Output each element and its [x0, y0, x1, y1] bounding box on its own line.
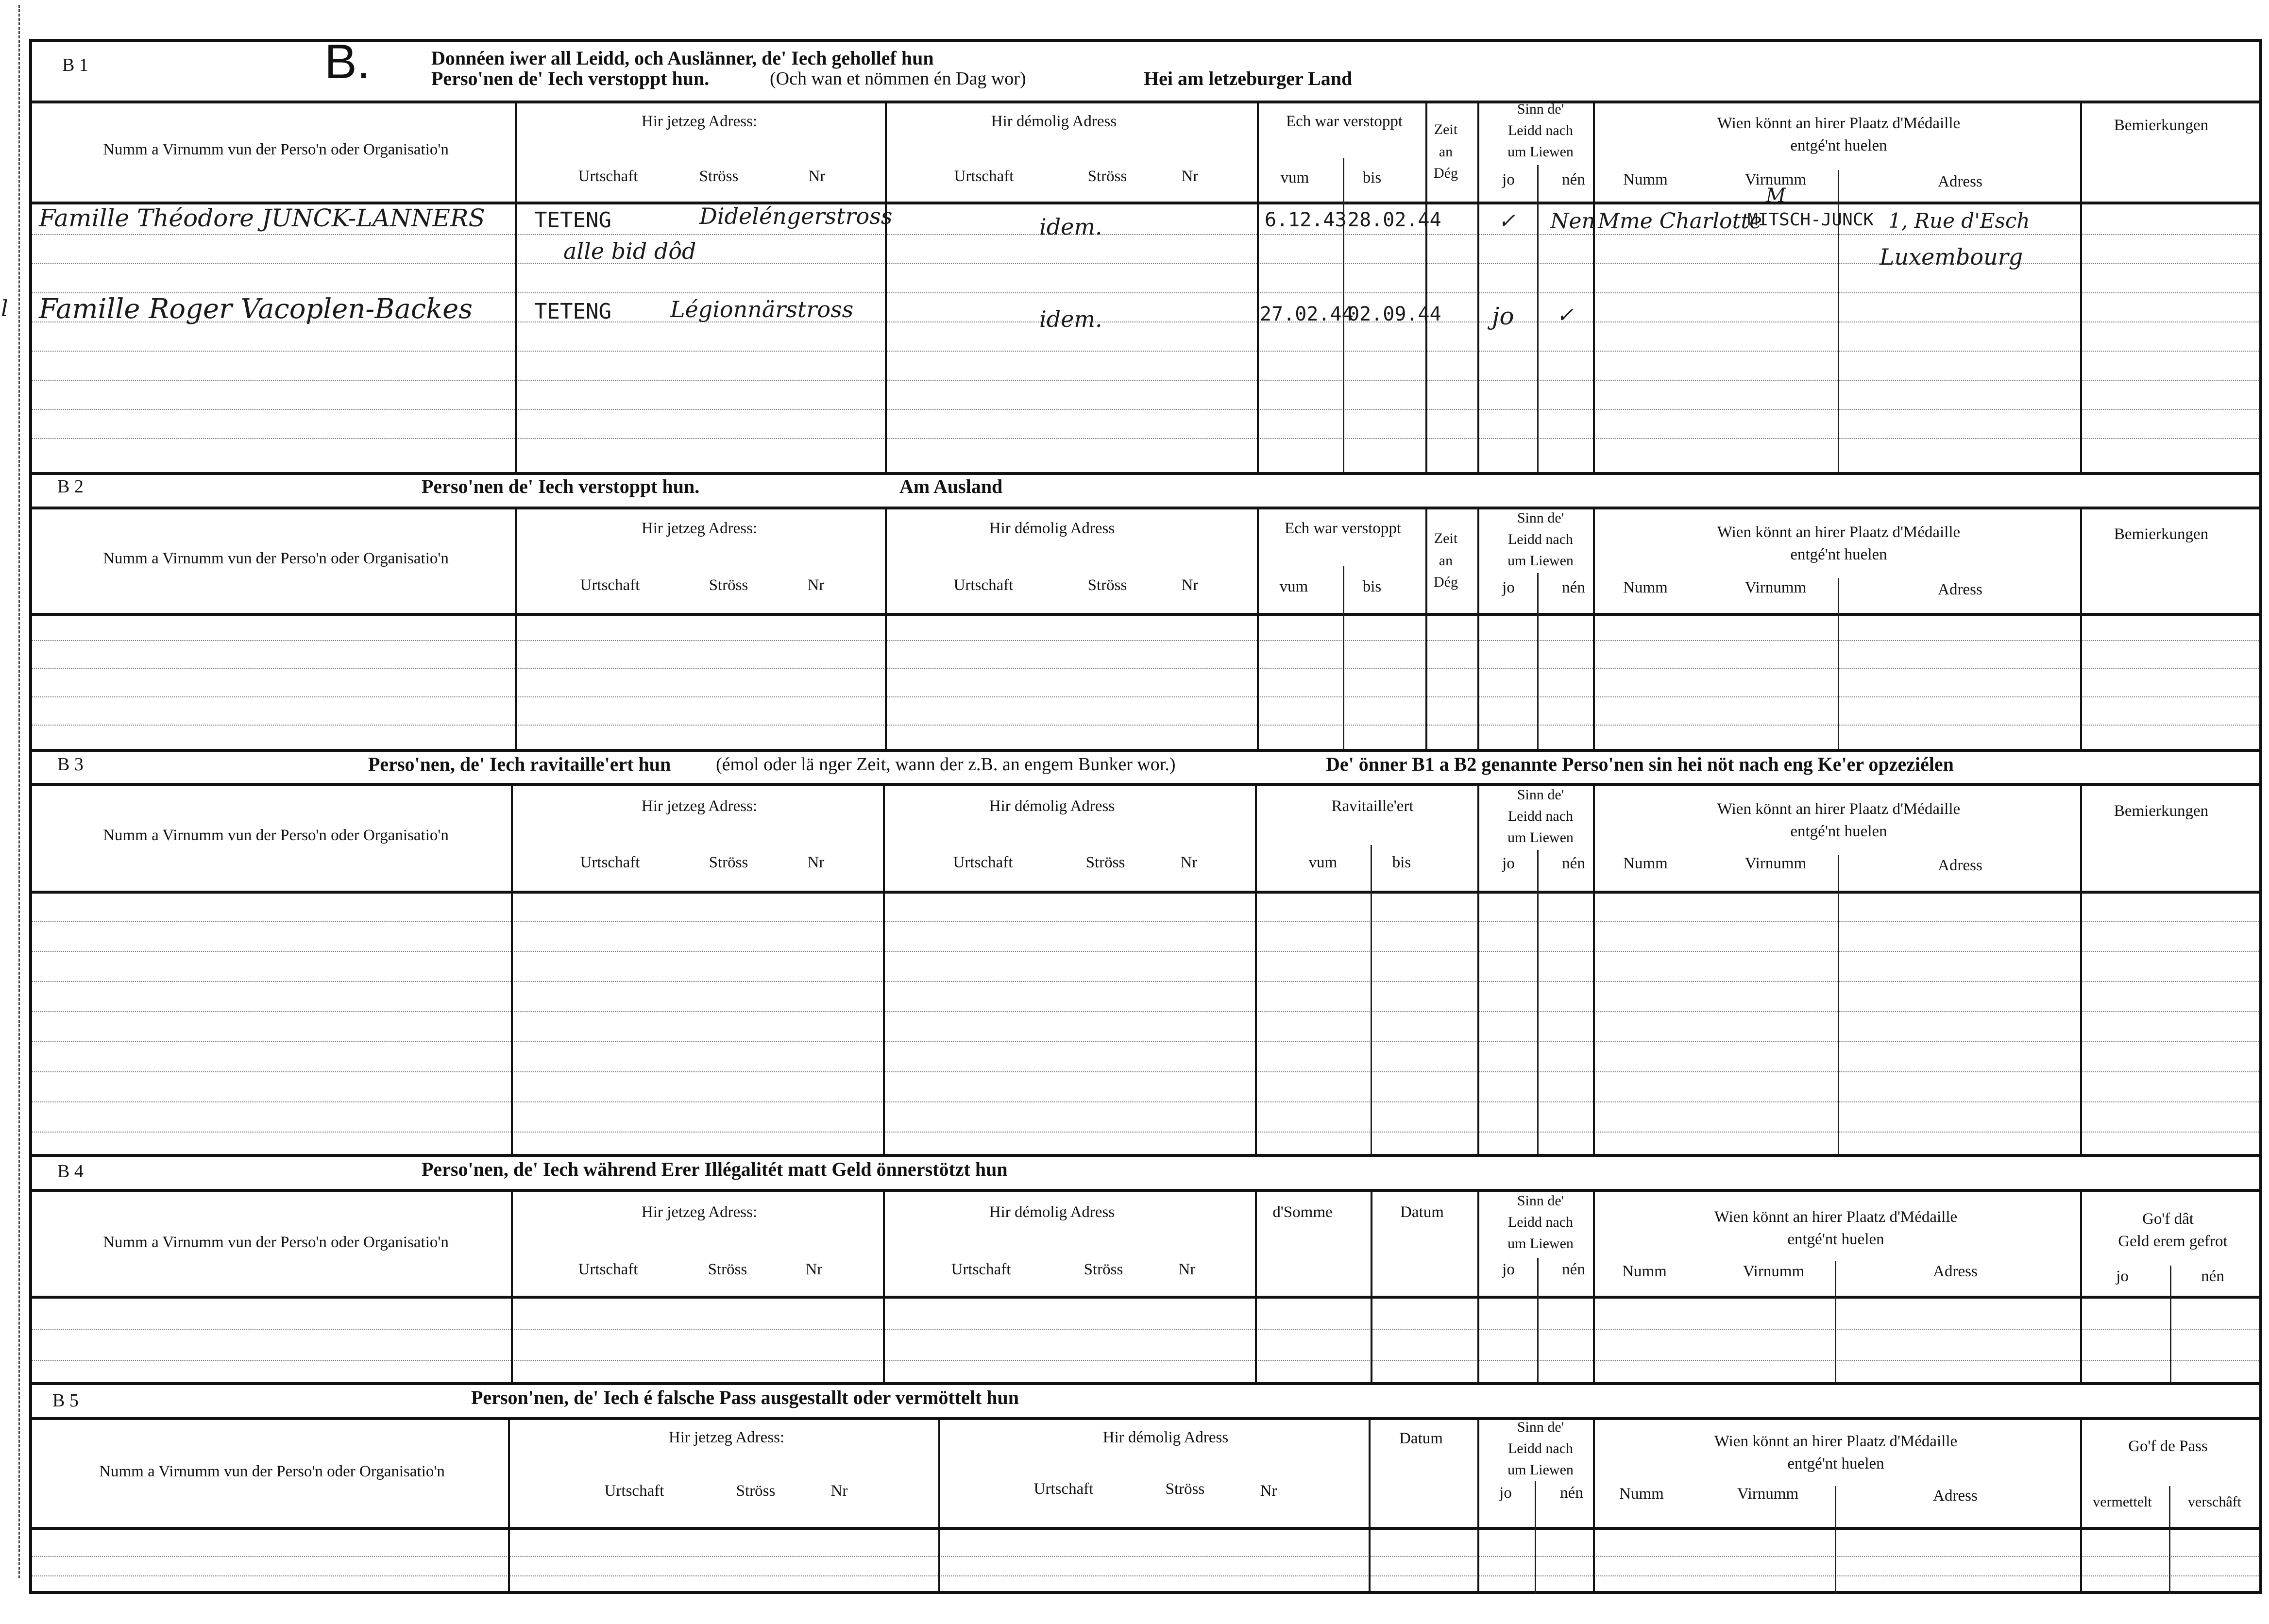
section-title: Perso'nen, de' Iech während Erer Illégalitét matt Geld önnerstötzt hun — [422, 1158, 1008, 1180]
col-sinn: um Liewen — [1507, 144, 1574, 160]
entry-former: idem. — [1039, 214, 1102, 240]
entry-line — [32, 696, 2259, 697]
section-title: Donnéen iwer all Leidd, och Auslänner, de' Iech gehollef hun — [431, 47, 934, 69]
col-issued: verschâft — [2188, 1494, 2241, 1510]
entry-from: 27.02.44 — [1260, 303, 1354, 325]
col-yes: jo — [1499, 1484, 1512, 1502]
col-town: Urtschaft — [580, 576, 640, 594]
col-medal: Wien könnt an hirer Plaatz d'Médaille — [1714, 1208, 1958, 1226]
col-medal: entgé'nt huelen — [1790, 823, 1887, 840]
entry-line — [32, 1041, 2259, 1042]
col-sinn: um Liewen — [1507, 553, 1574, 569]
col-medal: entgé'nt huelen — [1790, 137, 1887, 154]
col-divider — [511, 783, 513, 1154]
col-medal: entgé'nt huelen — [1790, 546, 1887, 563]
entry-line — [32, 409, 2259, 410]
medal-address-city: Luxembourg — [1880, 244, 2023, 270]
col-divider — [1537, 165, 1539, 472]
col-divider — [511, 1189, 513, 1382]
col-time: Dég — [1434, 574, 1458, 590]
col-sinn: Leidd nach — [1507, 122, 1574, 138]
col-divider — [2080, 1417, 2082, 1594]
col-divider — [508, 1417, 510, 1594]
section-subtitle: Hei am letzeburger Land — [1144, 68, 1353, 89]
section-note: De' önner B1 a B2 genannte Perso'nen sin hei nöt nach eng Ke'er opzeziélen — [1326, 753, 1954, 775]
col-former-address: Hir démolig Adress — [989, 1203, 1115, 1221]
entry-former: idem. — [1039, 306, 1102, 332]
section-rule — [29, 749, 2262, 752]
col-remarks: Bemierkungen — [2114, 117, 2209, 134]
entry-line — [32, 725, 2259, 726]
col-sinn: Sinn de' — [1517, 1419, 1564, 1435]
entry-from: 6.12.43 — [1265, 209, 1347, 231]
col-divider — [1537, 1258, 1539, 1382]
col-medal-first: Virnumm — [1743, 1263, 1805, 1280]
col-current-address: Hir jetzeg Adress: — [641, 520, 758, 537]
entry-no: Nen — [1550, 209, 1595, 234]
section-title: Perso'nen, de' Iech ravitaille'ert hun — [368, 753, 671, 775]
col-former-address: Hir démolig Adress — [991, 113, 1117, 130]
header-bottom-rule — [29, 1296, 2262, 1299]
col-medal-address: Adress — [1938, 581, 1982, 598]
entry-town: TETENG — [534, 299, 611, 324]
col-from: vum — [1280, 169, 1309, 186]
col-divider — [1477, 507, 1479, 749]
col-former-address: Hir démolig Adress — [989, 520, 1115, 537]
col-medal-name: Numm — [1623, 171, 1668, 188]
section-rule — [29, 472, 2262, 475]
col-medal: Wien könnt an hirer Plaatz d'Médaille — [1714, 1433, 1958, 1450]
col-time: Zeit — [1434, 530, 1458, 546]
col-divider — [1371, 1189, 1372, 1382]
col-divider — [1593, 783, 1595, 1154]
col-medal-address: Adress — [1933, 1263, 1978, 1280]
header-bottom-rule — [29, 613, 2262, 616]
section-subtitle: (émol oder lä nger Zeit, wann der z.B. an engem Bunker wor.) — [716, 754, 1176, 775]
col-town: Urtschaft — [1033, 1480, 1094, 1498]
entry-line — [32, 1101, 2259, 1102]
col-medal: Wien könnt an hirer Plaatz d'Médaille — [1717, 524, 1961, 541]
medal-address: 1, Rue d'Esch — [1888, 209, 2030, 233]
col-yes: jo — [1502, 171, 1515, 188]
entry-yes: jo — [1492, 302, 1514, 330]
col-divider — [883, 1189, 885, 1382]
col-medal: Wien könnt an hirer Plaatz d'Médaille — [1717, 800, 1961, 818]
col-nr: Nr — [1181, 576, 1199, 594]
col-street: Ströss — [736, 1482, 776, 1500]
col-street: Ströss — [1165, 1480, 1205, 1498]
entry-name: Famille Roger Vacoplen-Backes — [39, 293, 473, 325]
col-to: bis — [1362, 578, 1382, 595]
col-divider — [1255, 783, 1257, 1154]
entry-note: alle bid dôd — [563, 238, 696, 264]
col-divider — [1593, 507, 1595, 749]
entry-to: 02.09.44 — [1348, 303, 1441, 325]
col-divider — [1257, 507, 1259, 749]
col-divider — [1593, 1417, 1595, 1594]
col-medal: entgé'nt huelen — [1787, 1231, 1884, 1248]
col-divider — [1537, 850, 1539, 1154]
col-no: nén — [1562, 1261, 1585, 1278]
col-divider — [1477, 783, 1479, 1154]
col-remarks: Bemierkungen — [2114, 802, 2209, 820]
col-divider — [1425, 507, 1427, 749]
section-code: B 4 — [57, 1161, 84, 1182]
col-street: Ströss — [1085, 854, 1125, 871]
entry-line — [32, 1556, 2259, 1557]
col-sinn: Leidd nach — [1507, 1440, 1574, 1456]
col-sinn: Sinn de' — [1517, 510, 1564, 526]
section-rule — [29, 1189, 2262, 1192]
col-sinn: Sinn de' — [1517, 787, 1564, 803]
entry-line — [32, 951, 2259, 952]
col-supplied: Ravitaille'ert — [1331, 797, 1414, 815]
col-sinn: Sinn de' — [1517, 101, 1564, 117]
col-divider — [1477, 101, 1479, 472]
col-hidden: Ech war verstoppt — [1286, 113, 1403, 130]
col-divider — [1537, 573, 1539, 749]
col-town: Urtschaft — [578, 1261, 638, 1278]
col-medal-name: Numm — [1619, 1485, 1664, 1503]
col-divider — [1593, 1189, 1595, 1382]
col-name: Numm a Virnumm vun der Perso'n oder Organisatio'n — [103, 1234, 449, 1251]
col-divider — [1835, 1486, 1836, 1594]
entry-no: ✓ — [1557, 303, 1574, 327]
col-yes: jo — [1502, 855, 1515, 872]
section-rule — [29, 101, 2262, 103]
col-divider — [2170, 1266, 2171, 1382]
section-title: Person'nen, de' Iech é falsche Pass ausgestallt oder vermöttelt hun — [471, 1387, 1019, 1408]
col-town: Urtschaft — [954, 168, 1014, 185]
col-divider — [885, 507, 887, 749]
col-medal-name: Numm — [1623, 579, 1668, 596]
col-time: Zeit — [1434, 121, 1458, 137]
col-sum: d'Somme — [1272, 1203, 1333, 1221]
col-divider — [883, 783, 885, 1154]
col-to: bis — [1392, 854, 1411, 871]
section-code: B 3 — [57, 754, 84, 775]
entry-line — [32, 1575, 2259, 1576]
col-nr: Nr — [1180, 854, 1198, 871]
col-former-address: Hir démolig Adress — [1102, 1429, 1229, 1446]
entry-line — [32, 921, 2259, 922]
col-divider — [1838, 855, 1839, 1154]
entry-yes: ✓ — [1498, 209, 1516, 233]
col-sinn: um Liewen — [1507, 829, 1574, 846]
col-sinn: Leidd nach — [1507, 1214, 1574, 1230]
entry-line — [32, 351, 2259, 352]
col-sinn: Sinn de' — [1517, 1193, 1564, 1209]
col-no: nén — [1562, 171, 1585, 188]
col-town: Urtschaft — [604, 1482, 664, 1500]
col-divider — [515, 101, 517, 472]
entry-name: Famille Théodore JUNCK-LANNERS — [39, 204, 485, 232]
col-no: nén — [2201, 1268, 2224, 1285]
col-medal-first: Virnumm — [1744, 579, 1807, 596]
col-town: Urtschaft — [578, 168, 638, 185]
entry-line — [32, 380, 2259, 381]
entry-line — [32, 640, 2259, 641]
section-code: B 5 — [52, 1390, 79, 1411]
col-name: Numm a Virnumm vun der Perso'n oder Organisatio'n — [103, 550, 449, 567]
col-divider — [1257, 101, 1259, 472]
col-medal-address: Adress — [1933, 1487, 1978, 1505]
section-rule — [29, 1417, 2262, 1420]
entry-line — [32, 1011, 2259, 1012]
medal-name: Mme Charlotte — [1598, 209, 1762, 234]
col-medal-name: Numm — [1622, 1263, 1667, 1280]
col-nr: Nr — [807, 854, 825, 871]
entry-line — [32, 438, 2259, 439]
col-divider — [885, 101, 887, 472]
col-nr: Nr — [805, 1261, 823, 1278]
col-no: nén — [1562, 579, 1585, 596]
col-sinn: Leidd nach — [1507, 808, 1574, 824]
section-rule — [29, 1154, 2262, 1157]
col-sinn: Leidd nach — [1507, 531, 1574, 547]
section-title: Perso'nen de' Iech verstoppt hun. — [431, 68, 710, 89]
col-medal-first: Virnumm — [1744, 855, 1807, 872]
col-divider — [938, 1417, 940, 1594]
col-former-address: Hir démolig Adress — [989, 797, 1115, 815]
section-subtitle: Am Ausland — [899, 475, 1003, 497]
col-town: Urtschaft — [953, 854, 1013, 871]
entry-line — [32, 668, 2259, 669]
entry-line — [32, 1071, 2259, 1072]
header-bottom-rule — [29, 1527, 2262, 1530]
col-street: Ströss — [1087, 168, 1127, 185]
col-nr: Nr — [1178, 1261, 1196, 1278]
col-medal: entgé'nt huelen — [1787, 1455, 1884, 1472]
col-current-address: Hir jetzeg Adress: — [668, 1429, 785, 1446]
col-medal-first: Virnumm — [1744, 171, 1807, 188]
col-nr: Nr — [1181, 168, 1199, 185]
entry-line — [32, 1329, 2259, 1330]
col-remarks: Bemierkungen — [2114, 525, 2209, 543]
col-name: Numm a Virnumm vun der Perso'n oder Organisatio'n — [103, 141, 449, 158]
col-pass: Go'f de Pass — [2128, 1438, 2208, 1455]
col-yes: jo — [2116, 1268, 2129, 1285]
col-divider — [1535, 1481, 1536, 1594]
section-code: B 1 — [62, 55, 88, 75]
section-rule — [29, 783, 2262, 786]
col-medal: Wien könnt an hirer Plaatz d'Médaille — [1717, 115, 1961, 132]
col-name: Numm a Virnumm vun der Perso'n oder Organisatio'n — [103, 827, 449, 844]
section-subtitle: (Och wan et nömmen én Dag wor) — [770, 68, 1026, 89]
col-current-address: Hir jetzeg Adress: — [641, 1203, 758, 1221]
col-town: Urtschaft — [953, 576, 1014, 594]
col-sinn: um Liewen — [1507, 1462, 1574, 1478]
col-street: Ströss — [709, 854, 748, 871]
col-divider — [2080, 507, 2082, 749]
col-divider — [2169, 1486, 2170, 1594]
col-divider — [1477, 1417, 1479, 1594]
entry-line — [32, 234, 2259, 235]
col-medal-address: Adress — [1938, 173, 1982, 190]
col-nr: Nr — [807, 576, 825, 594]
entry-town: TETENG — [534, 208, 611, 233]
section-title: Perso'nen de' Iech verstoppt hun. — [422, 475, 700, 497]
entry-prefix: l — [1, 295, 8, 321]
col-date: Datum — [1400, 1203, 1444, 1221]
col-current-address: Hir jetzeg Adress: — [641, 113, 758, 130]
col-divider — [515, 507, 517, 749]
col-name: Numm a Virnumm vun der Perso'n oder Organisatio'n — [99, 1463, 445, 1480]
col-money: Geld erem gefrot — [2118, 1233, 2228, 1250]
col-date: Datum — [1399, 1430, 1443, 1447]
col-divider — [1425, 101, 1427, 472]
col-street: Ströss — [1084, 1261, 1123, 1278]
col-divider — [1255, 1189, 1257, 1382]
col-no: nén — [1562, 855, 1585, 872]
entry-line — [32, 981, 2259, 982]
col-to: bis — [1362, 169, 1382, 186]
entry-line — [32, 1360, 2259, 1361]
entry-to: 28.02.44 — [1348, 209, 1441, 231]
col-medal-first: Virnumm — [1737, 1485, 1799, 1503]
col-street: Ströss — [699, 168, 739, 185]
col-time: Dég — [1434, 165, 1458, 181]
col-divider — [1593, 101, 1595, 472]
col-nr: Nr — [808, 168, 826, 185]
form-letter: B. — [324, 34, 371, 89]
col-town: Urtschaft — [580, 854, 640, 871]
col-divider — [2080, 783, 2082, 1154]
col-street: Ströss — [708, 1261, 747, 1278]
col-time: an — [1439, 553, 1453, 569]
medal-first: MITSCH-JUNCK — [1747, 210, 1874, 230]
col-divider — [1369, 1417, 1371, 1594]
section-rule — [29, 507, 2262, 509]
col-no: nén — [1560, 1484, 1583, 1502]
col-divider — [1835, 1261, 1836, 1382]
col-money: Go'f dât — [2142, 1210, 2194, 1228]
col-nr: Nr — [1260, 1482, 1277, 1500]
col-sinn: um Liewen — [1507, 1235, 1574, 1252]
col-divider — [2080, 1189, 2082, 1382]
medal-first-note: M — [1766, 185, 1786, 207]
col-divider — [1343, 566, 1344, 749]
left-margin-line — [18, 5, 20, 1578]
col-hidden: Ech war verstoppt — [1284, 520, 1402, 537]
entry-street: Légionnärstross — [670, 296, 854, 322]
col-divider — [1838, 578, 1839, 749]
col-street: Ströss — [1087, 576, 1127, 594]
col-time: an — [1439, 144, 1453, 160]
col-divider — [2080, 101, 2082, 472]
col-yes: jo — [1502, 579, 1515, 596]
header-bottom-rule — [29, 891, 2262, 894]
col-nr: Nr — [830, 1482, 848, 1500]
col-from: vum — [1279, 578, 1308, 595]
col-mediated: vermettelt — [2093, 1494, 2152, 1510]
section-code: B 2 — [57, 476, 84, 497]
col-yes: jo — [1502, 1261, 1515, 1278]
entry-line — [32, 1132, 2259, 1133]
col-from: vum — [1308, 854, 1338, 871]
section-rule — [29, 1382, 2262, 1385]
col-medal-name: Numm — [1623, 855, 1668, 872]
entry-street: Dideléngerstross — [699, 203, 893, 229]
col-medal-address: Adress — [1938, 857, 1982, 874]
col-divider — [1371, 845, 1372, 1154]
col-street: Ströss — [709, 576, 748, 594]
col-town: Urtschaft — [951, 1261, 1011, 1278]
col-divider — [1477, 1189, 1479, 1382]
col-current-address: Hir jetzeg Adress: — [641, 797, 758, 815]
